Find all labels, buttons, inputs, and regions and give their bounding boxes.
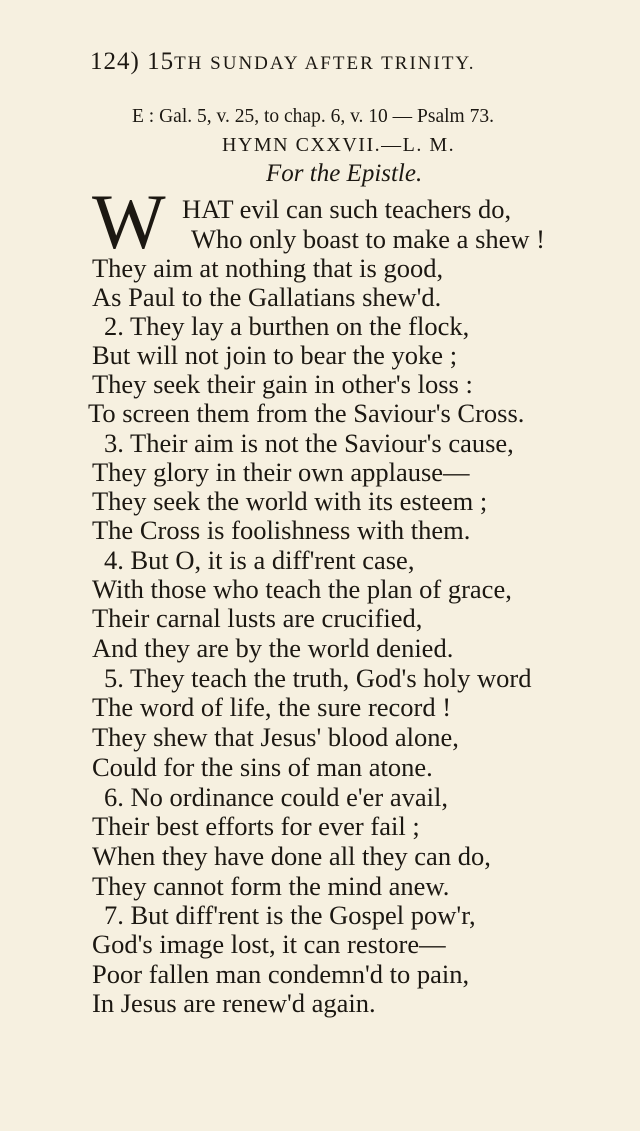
- page-number: 124): [90, 48, 140, 75]
- verse-line: They seek the world with its esteem ;: [92, 486, 488, 516]
- verse-line: 5. They teach the truth, God's holy word: [104, 663, 532, 693]
- hymn-title: HYMN CXXVII.—L. M.: [222, 134, 456, 156]
- verse-line: 4. But O, it is a diff'rent case,: [104, 545, 415, 575]
- verse-line: As Paul to the Gallatians shew'd.: [92, 282, 442, 312]
- hymn-subtitle: For the Epistle.: [266, 160, 423, 187]
- verse-line: Poor fallen man condemn'd to pain,: [92, 959, 470, 989]
- verse-line: In Jesus are renew'd again.: [92, 988, 376, 1018]
- verse-line: They cannot form the mind anew.: [92, 871, 450, 901]
- verse-line: They shew that Jesus' blood alone,: [92, 722, 459, 752]
- verse-line: With those who teach the plan of grace,: [92, 574, 512, 604]
- verse-line: 7. But diff'rent is the Gospel pow'r,: [104, 900, 476, 930]
- header-title: TH SUNDAY AFTER TRINITY.: [174, 53, 476, 74]
- verse-line: The Cross is foolishness with them.: [92, 515, 471, 545]
- verse-line: HAT evil can such teachers do,: [182, 194, 512, 224]
- verse-line: Could for the sins of man atone.: [92, 752, 433, 782]
- verse-line: Their carnal lusts are crucified,: [92, 603, 423, 633]
- header-title-prefix: 15: [147, 48, 175, 75]
- verse-line: 3. Their aim is not the Saviour's cause,: [104, 428, 514, 458]
- verse-line: To screen them from the Saviour's Cross.: [88, 398, 525, 428]
- scripture-reference: E : Gal. 5, v. 25, to chap. 6, v. 10 — Psalm 73.: [132, 106, 494, 127]
- verse-line: They aim at nothing that is good,: [92, 253, 444, 283]
- verse-line: God's image lost, it can restore—: [92, 929, 446, 959]
- verse-line: But will not join to bear the yoke ;: [92, 340, 458, 370]
- drop-cap: W: [92, 178, 164, 265]
- verse-line: And they are by the world denied.: [92, 633, 454, 663]
- verse-line: The word of life, the sure record !: [92, 692, 452, 722]
- verse-line: Their best efforts for ever fail ;: [92, 811, 420, 841]
- verse-line: They seek their gain in other's loss :: [92, 369, 473, 399]
- verse-line: 2. They lay a burthen on the flock,: [104, 311, 470, 341]
- page-header: [90, 48, 630, 76]
- verse-line: They glory in their own applause—: [92, 457, 470, 487]
- verse-line: 6. No ordinance could e'er avail,: [104, 782, 448, 812]
- verse-line: Who only boast to make a shew !: [191, 224, 545, 254]
- verse-line: When they have done all they can do,: [92, 841, 491, 871]
